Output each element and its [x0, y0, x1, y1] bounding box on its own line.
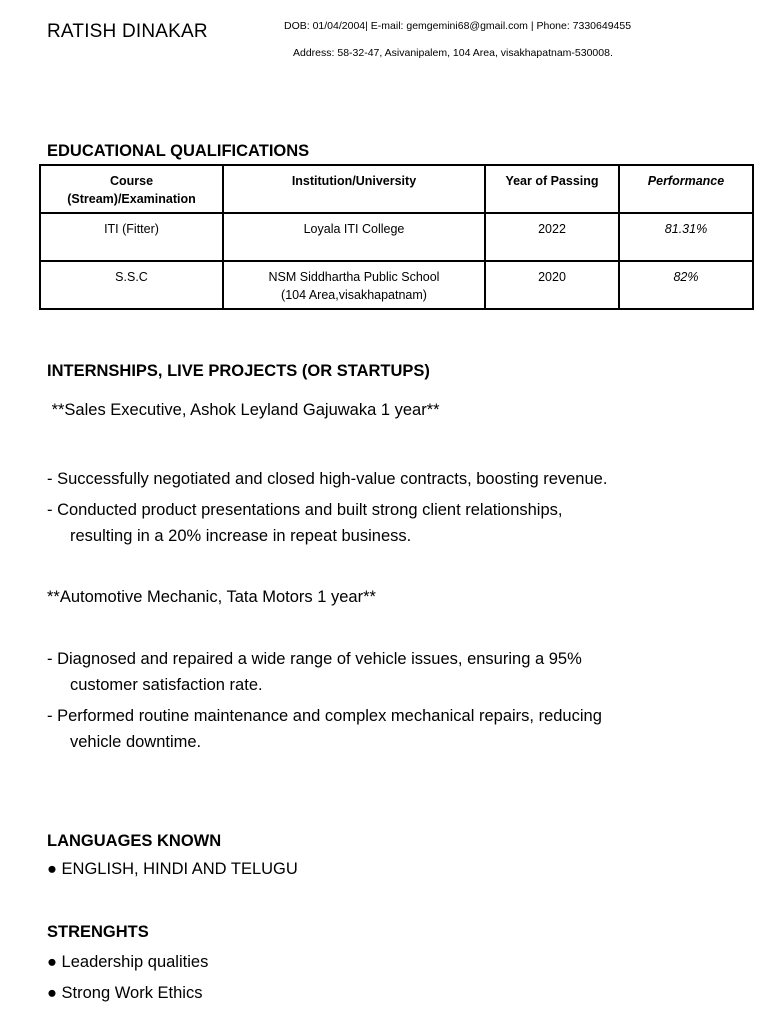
- languages-heading: LANGUAGES KNOWN: [47, 832, 222, 850]
- strengths-heading: STRENGHTS: [47, 923, 149, 941]
- job-bullet-continuation: customer satisfaction rate.: [70, 676, 263, 694]
- education-heading: EDUCATIONAL QUALIFICATIONS: [47, 142, 310, 160]
- job-bullet: - Conducted product presentations and built strong client relationships,: [47, 501, 563, 519]
- job-bullet-continuation: vehicle downtime.: [70, 733, 202, 751]
- performance-cell: 81.31%: [619, 213, 753, 261]
- course-cell: S.S.C: [40, 261, 223, 309]
- column-header-course: Course (Stream)/Examination: [40, 165, 223, 213]
- performance-cell: 82%: [619, 261, 753, 309]
- education-table: [39, 164, 754, 310]
- internships-heading: INTERNSHIPS, LIVE PROJECTS (OR STARTUPS): [47, 362, 430, 380]
- job-bullet: - Successfully negotiated and closed high-value contracts, boosting revenue.: [47, 470, 608, 488]
- candidate-name: RATISH DINAKAR: [47, 21, 208, 42]
- job-title: **Sales Executive, Ashok Leyland Gajuwaka 1 year**: [47, 401, 440, 419]
- language-item: ● ENGLISH, HINDI AND TELUGU: [47, 860, 298, 878]
- job-title: **Automotive Mechanic, Tata Motors 1 year**: [47, 588, 376, 606]
- address-line: Address: 58-32-47, Asivanipalem, 104 Area, visakhapatnam-530008.: [293, 47, 613, 59]
- institution-cell: NSM Siddhartha Public School (104 Area,visakhapatnam): [223, 261, 485, 309]
- job-bullet: - Diagnosed and repaired a wide range of vehicle issues, ensuring a 95%: [47, 650, 582, 668]
- job-bullet-continuation: resulting in a 20% increase in repeat business.: [70, 527, 412, 545]
- column-header-performance: Performance: [619, 165, 753, 213]
- year-cell: 2022: [485, 213, 619, 261]
- job-bullet: - Performed routine maintenance and complex mechanical repairs, reducing: [47, 707, 602, 725]
- table-header-row: [40, 165, 753, 213]
- strength-item: ● Leadership qualities: [47, 953, 209, 971]
- course-cell: ITI (Fitter): [40, 213, 223, 261]
- institution-cell: Loyala ITI College: [223, 213, 485, 261]
- strength-item: ● Strong Work Ethics: [47, 984, 203, 1002]
- column-header-institution: Institution/University: [223, 165, 485, 213]
- table-row: [40, 213, 753, 261]
- year-cell: 2020: [485, 261, 619, 309]
- table-row: [40, 261, 753, 309]
- column-header-year: Year of Passing: [485, 165, 619, 213]
- contact-line: DOB: 01/04/2004| E-mail: gemgemini68@gmail.com | Phone: 7330649455: [284, 20, 632, 32]
